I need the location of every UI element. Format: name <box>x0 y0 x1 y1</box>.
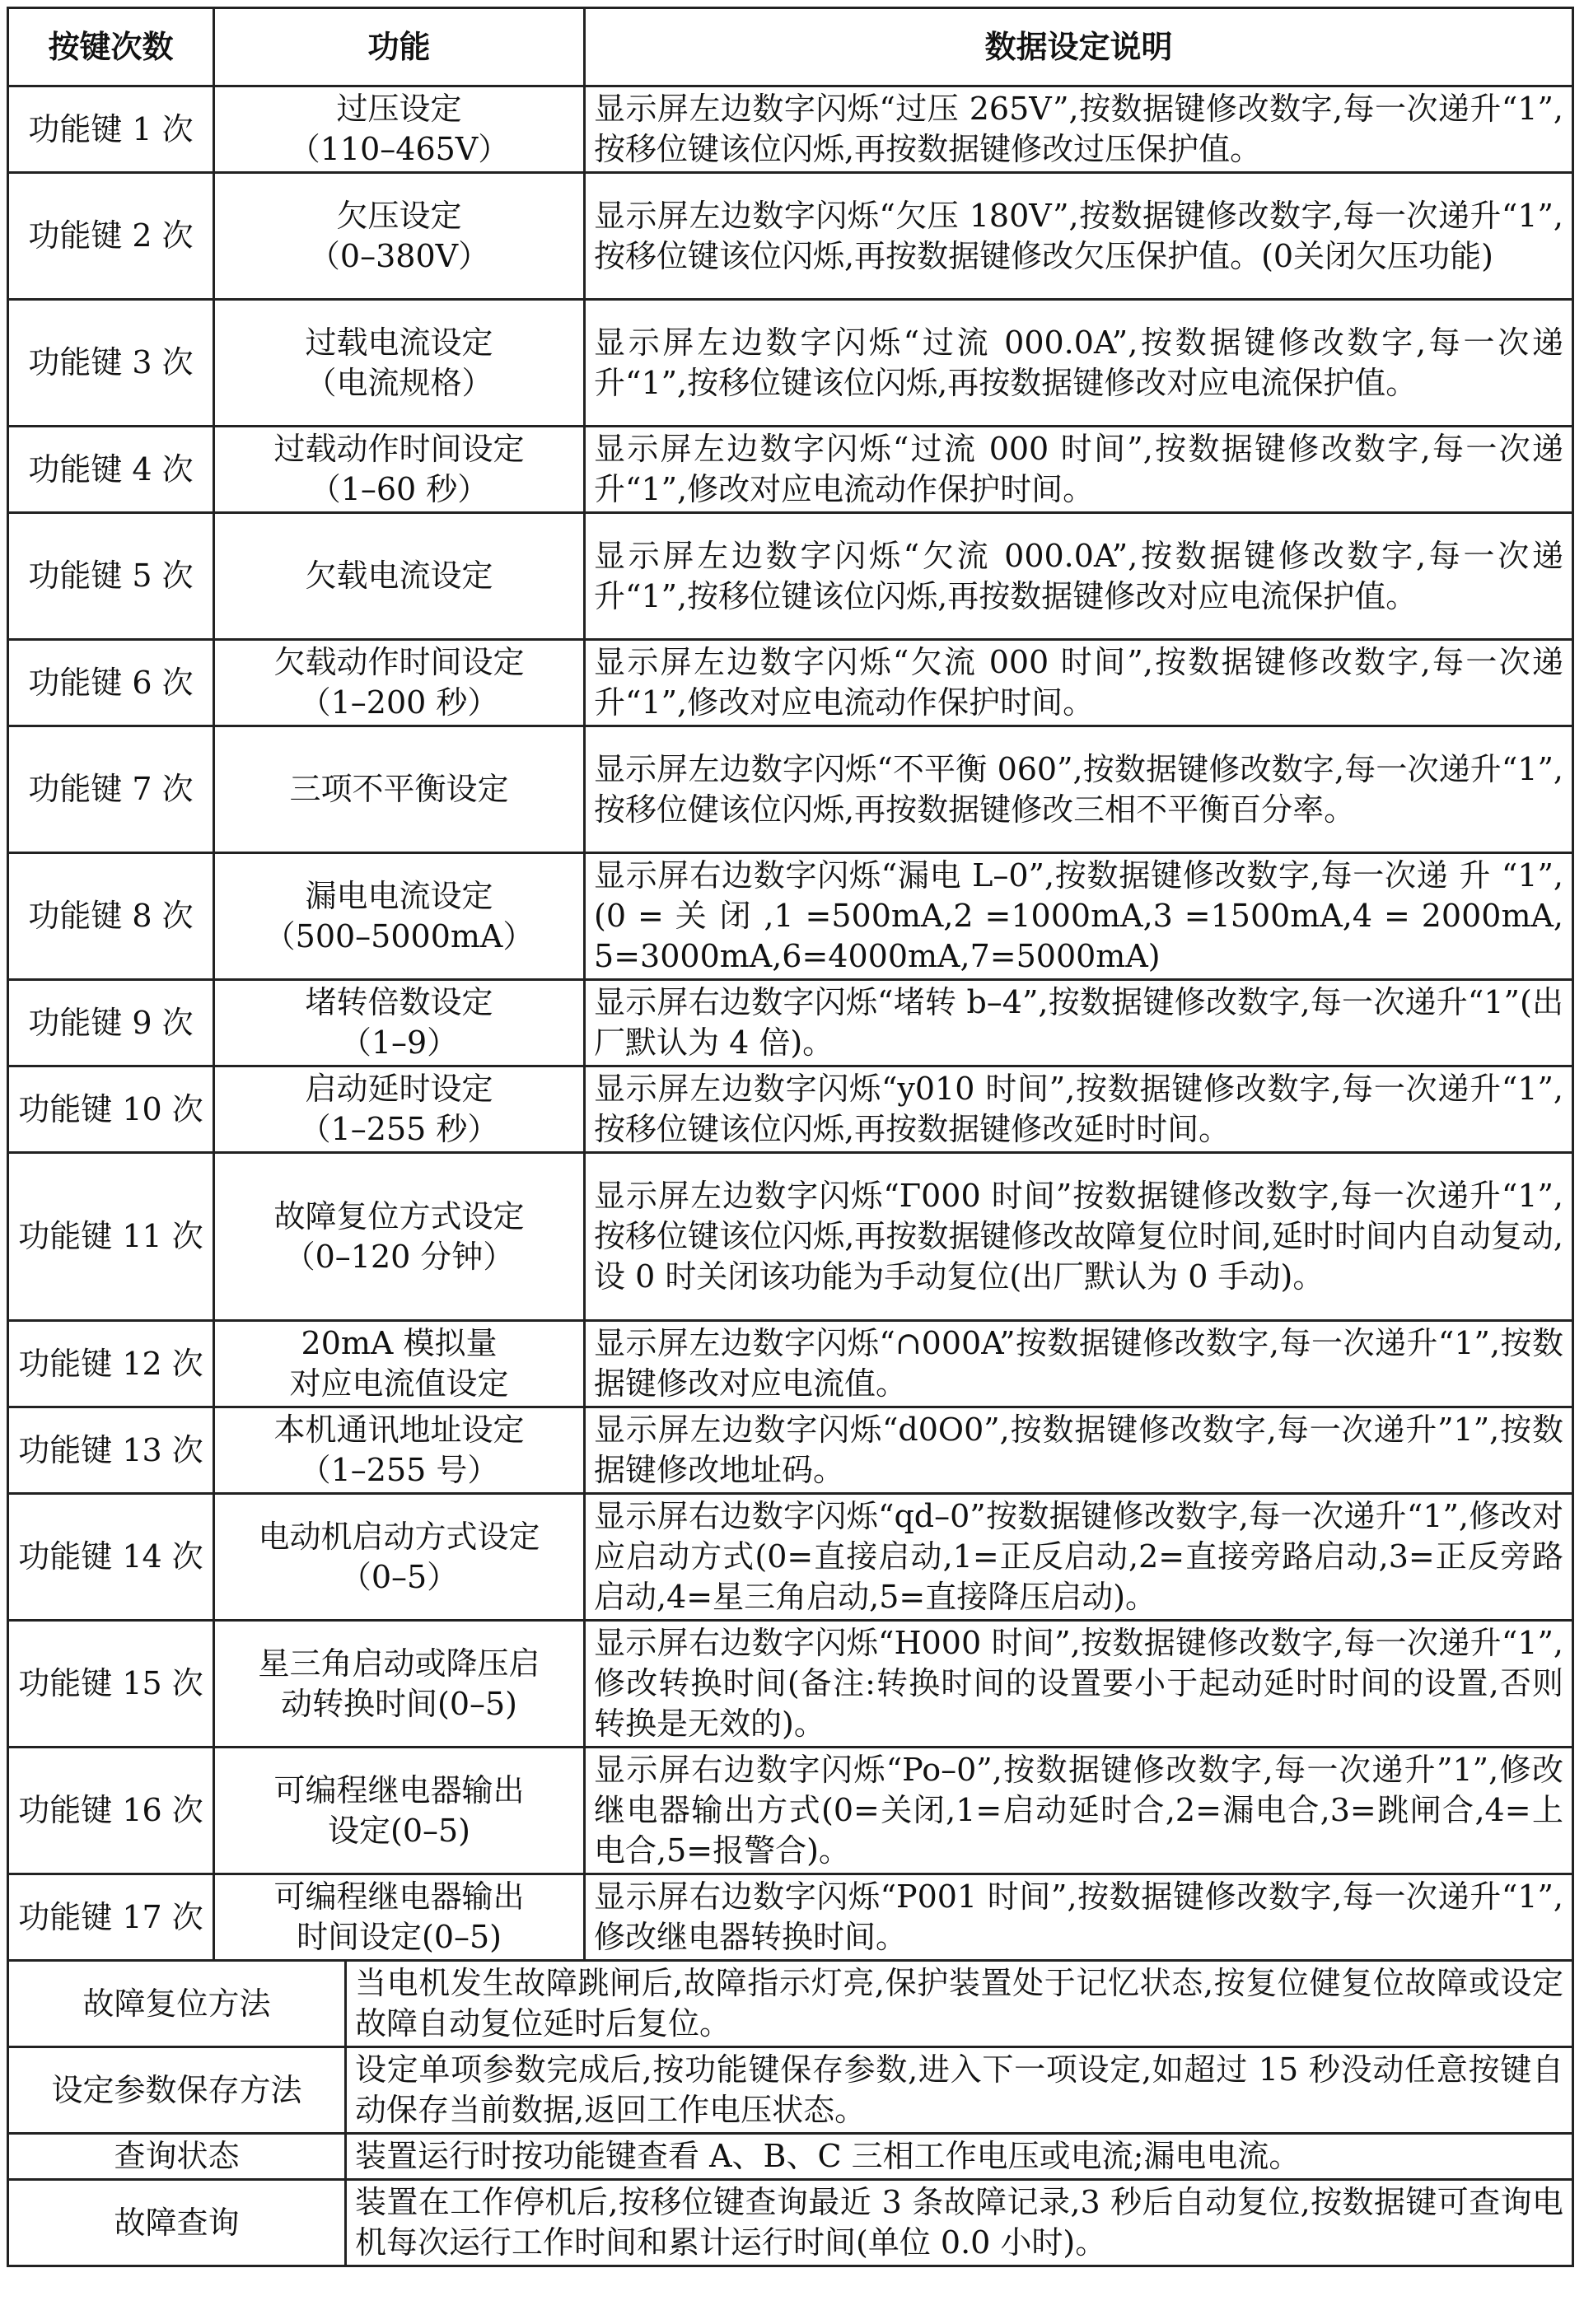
key-press-count: 功能键 13 次 <box>8 1407 214 1494</box>
function-name-line: （1–255 秒） <box>299 1111 499 1147</box>
function-name-line: 欠载电流设定 <box>305 558 493 594</box>
function-name-line: 可编程继电器输出 <box>273 1878 525 1915</box>
function-name-line: 过载动作时间设定 <box>273 431 525 467</box>
function-name <box>214 1407 585 1494</box>
table-row <box>8 980 1573 1066</box>
function-name <box>214 427 585 513</box>
setting-description: 显示屏右边数字闪烁“堵转 b–4”,按数据键修改数字,每一次递升“1”(出厂默认为 4 倍)。 <box>585 980 1573 1066</box>
header-function: 功能 <box>214 8 585 86</box>
key-press-count: 功能键 12 次 <box>8 1321 214 1407</box>
function-name-line: 欠载动作时间设定 <box>273 644 525 680</box>
function-name-line: 20mA 模拟量 <box>301 1325 498 1361</box>
function-name-line: 三项不平衡设定 <box>289 771 509 807</box>
function-name <box>214 1621 585 1748</box>
table-row <box>8 1321 1573 1407</box>
function-name-line: 动转换时间(0–5) <box>281 1685 518 1722</box>
table-row <box>8 513 1573 640</box>
setting-description: 显示屏左边数字闪烁“欠流 000.0A”,按数据键修改数字,每一次递升“1”,按移位键该位闪烁,再按数据键修改对应电流保护值。 <box>585 513 1573 640</box>
summary-row <box>8 2047 1573 2134</box>
setting-description: 显示屏左边数字闪烁“不平衡 060”,按数据键修改数字,每一次递升“1”,按移位健该位闪烁,再按数据键修改三相不平衡百分率。 <box>585 726 1573 853</box>
function-name <box>214 300 585 427</box>
function-name <box>214 1748 585 1874</box>
function-name-line: （电流规格） <box>305 364 493 401</box>
table-row <box>8 1621 1573 1748</box>
function-name <box>214 513 585 640</box>
function-name-line: 欠压设定 <box>336 197 462 234</box>
table-row <box>8 1748 1573 1874</box>
summary-label: 查询状态 <box>8 2134 346 2180</box>
summary-description: 当电机发生故障跳闸后,故障指示灯亮,保护装置处于记忆状态,按复位健复位故障或设定故障自动复位延时后复位。 <box>346 1961 1573 2047</box>
summary-label: 故障查询 <box>8 2180 346 2266</box>
function-name-line: 故障复位方式设定 <box>273 1197 525 1234</box>
function-name-line: 可编程继电器输出 <box>273 1771 525 1808</box>
function-name-line: 电动机启动方式设定 <box>258 1518 540 1555</box>
table-row <box>8 726 1573 853</box>
key-press-count: 功能键 6 次 <box>8 640 214 726</box>
function-name-line: 启动延时设定 <box>305 1071 493 1107</box>
function-name-line: （0–5） <box>339 1558 459 1595</box>
key-press-count: 功能键 8 次 <box>8 853 214 980</box>
setting-description: 显示屏左边数字闪烁“过流 000.0A”,按数据键修改数字,每一次递升“1”,按移位键该位闪烁,再按数据键修改对应电流保护值。 <box>585 300 1573 427</box>
function-name-line: 过压设定 <box>336 91 462 127</box>
setting-description: 显示屏右边数字闪烁“P001 时间”,按数据键修改数字,每一次递升“1”,修改继电器转换时间。 <box>585 1874 1573 1961</box>
setting-description: 显示屏右边数字闪烁“Po–0”,按数据键修改数字,每一次递升”1”,修改继电器输出方式(0=关闭,1=启动延时合,2=漏电合,3=跳闸合,4=上电合,5=报警合)。 <box>585 1748 1573 1874</box>
key-press-count: 功能键 16 次 <box>8 1748 214 1874</box>
function-name-line: 过载电流设定 <box>305 324 493 361</box>
table-row <box>8 1874 1573 1961</box>
table-row <box>8 427 1573 513</box>
function-name <box>214 1066 585 1153</box>
function-name-line: （1–60 秒） <box>309 471 489 507</box>
function-name-line: 本机通讯地址设定 <box>273 1412 525 1448</box>
key-press-count: 功能键 5 次 <box>8 513 214 640</box>
function-name-line: 堵转倍数设定 <box>305 984 493 1020</box>
function-name <box>214 1153 585 1321</box>
setting-description: 显示屏左边数字闪烁“d0O0”,按数据键修改数字,每一次递升”1”,按数据键修改地址码。 <box>585 1407 1573 1494</box>
table-row <box>8 1066 1573 1153</box>
key-press-count: 功能键 1 次 <box>8 86 214 173</box>
key-press-count: 功能键 17 次 <box>8 1874 214 1961</box>
table-row <box>8 1494 1573 1621</box>
key-press-count: 功能键 9 次 <box>8 980 214 1066</box>
function-name-line: 设定(0–5) <box>328 1812 471 1849</box>
table-row <box>8 640 1573 726</box>
setting-description: 显示屏右边数字闪烁“H000 时间”,按数据键修改数字,每一次递升“1”,修改转换时间(备注:转换时间的设置要小于起动延时时间的设置,否则转换是无效的)。 <box>585 1621 1573 1748</box>
function-name-line: （0–380V） <box>308 237 490 274</box>
function-name-line: 漏电电流设定 <box>305 877 493 914</box>
key-press-count: 功能键 10 次 <box>8 1066 214 1153</box>
function-name <box>214 980 585 1066</box>
table-row <box>8 853 1573 980</box>
table-row <box>8 173 1573 300</box>
function-name <box>214 1494 585 1621</box>
function-name-line: （110–465V） <box>288 131 510 167</box>
settings-table <box>7 7 1574 2267</box>
summary-row <box>8 1961 1573 2047</box>
setting-description: 显示屏左边数字闪烁“过流 000 时间”,按数据键修改数字,每一次递升“1”,修改对应电流动作保护时间。 <box>585 427 1573 513</box>
table-row <box>8 300 1573 427</box>
function-name-line: （1–9） <box>339 1024 459 1061</box>
function-name-line: 时间设定(0–5) <box>297 1919 502 1955</box>
function-name <box>214 726 585 853</box>
summary-description: 装置在工作停机后,按移位键查询最近 3 条故障记录,3 秒后自动复位,按数据键可查询电机每次运行工作时间和累计运行时间(单位 0.0 小时)。 <box>346 2180 1573 2266</box>
header-key-count: 按键次数 <box>8 8 214 86</box>
key-press-count: 功能键 3 次 <box>8 300 214 427</box>
table-row <box>8 1153 1573 1321</box>
table-row <box>8 1407 1573 1494</box>
header-data-description: 数据设定说明 <box>585 8 1573 86</box>
function-name <box>214 640 585 726</box>
setting-description: 显示屏右边数字闪烁“漏电 L–0”,按数据键修改数字,每一次递 升 “1”,(0 = 关 闭 ,1 =500mA,2 =1000mA,3 =1500mA,4 = 2000mA,5=3000mA,6=4000mA,7=5000mA) <box>585 853 1573 980</box>
setting-description: 显示屏左边数字闪烁“过压 265V”,按数据键修改数字,每一次递升“1”,按移位键该位闪烁,再按数据键修改过压保护值。 <box>585 86 1573 173</box>
setting-description: 显示屏左边数字闪烁“Γ000 时间”按数据键修改数字,每一次递升“1”,按移位键该位闪烁,再按数据键修改故障复位时间,延时时间内自动复动,设 0 时关闭该功能为手动复位(出厂默认为 0 手动)。 <box>585 1153 1573 1321</box>
function-name-line: （1–200 秒） <box>299 684 499 721</box>
setting-description: 显示屏左边数字闪烁“∩000A”按数据键修改数字,每一次递升“1”,按数据键修改对应电流值。 <box>585 1321 1573 1407</box>
function-name <box>214 173 585 300</box>
setting-description: 显示屏右边数字闪烁“qd–0”按数据键修改数字,每一次递升“1”,修改对应启动方式(0=直接启动,1=正反启动,2=直接旁路启动,3=正反旁路启动,4=星三角启动,5=直接降压启动)。 <box>585 1494 1573 1621</box>
setting-description: 显示屏左边数字闪烁“欠压 180V”,按数据键修改数字,每一次递升“1”,按移位键该位闪烁,再按数据键修改欠压保护值。(0关闭欠压功能) <box>585 173 1573 300</box>
key-press-count: 功能键 14 次 <box>8 1494 214 1621</box>
table-header-row <box>8 8 1573 86</box>
key-press-count: 功能键 4 次 <box>8 427 214 513</box>
key-press-count: 功能键 7 次 <box>8 726 214 853</box>
setting-description: 显示屏左边数字闪烁“y010 时间”,按数据键修改数字,每一次递升“1”,按移位键该位闪烁,再按数据键修改延时时间。 <box>585 1066 1573 1153</box>
summary-label: 故障复位方法 <box>8 1961 346 2047</box>
function-name-line: 对应电流值设定 <box>289 1365 509 1402</box>
summary-row <box>8 2134 1573 2180</box>
function-name <box>214 1321 585 1407</box>
summary-description: 装置运行时按功能键查看 A、B、C 三相工作电压或电流;漏电电流。 <box>346 2134 1573 2180</box>
function-name-line: （0–120 分钟） <box>283 1238 515 1275</box>
function-name <box>214 1874 585 1961</box>
key-press-count: 功能键 15 次 <box>8 1621 214 1748</box>
function-name <box>214 86 585 173</box>
key-press-count: 功能键 2 次 <box>8 173 214 300</box>
function-name-line: （500–5000mA） <box>264 917 535 954</box>
summary-label: 设定参数保存方法 <box>8 2047 346 2134</box>
key-press-count: 功能键 11 次 <box>8 1153 214 1321</box>
summary-description: 设定单项参数完成后,按功能键保存参数,进入下一项设定,如超过 15 秒没动任意按键自动保存当前数据,返回工作电压状态。 <box>346 2047 1573 2134</box>
function-name-line: （1–255 号） <box>299 1452 499 1488</box>
setting-description: 显示屏左边数字闪烁“欠流 000 时间”,按数据键修改数字,每一次递升“1”,修改对应电流动作保护时间。 <box>585 640 1573 726</box>
summary-row <box>8 2180 1573 2266</box>
table-row <box>8 86 1573 173</box>
function-name-line: 星三角启动或降压启 <box>258 1645 540 1682</box>
function-name <box>214 853 585 980</box>
